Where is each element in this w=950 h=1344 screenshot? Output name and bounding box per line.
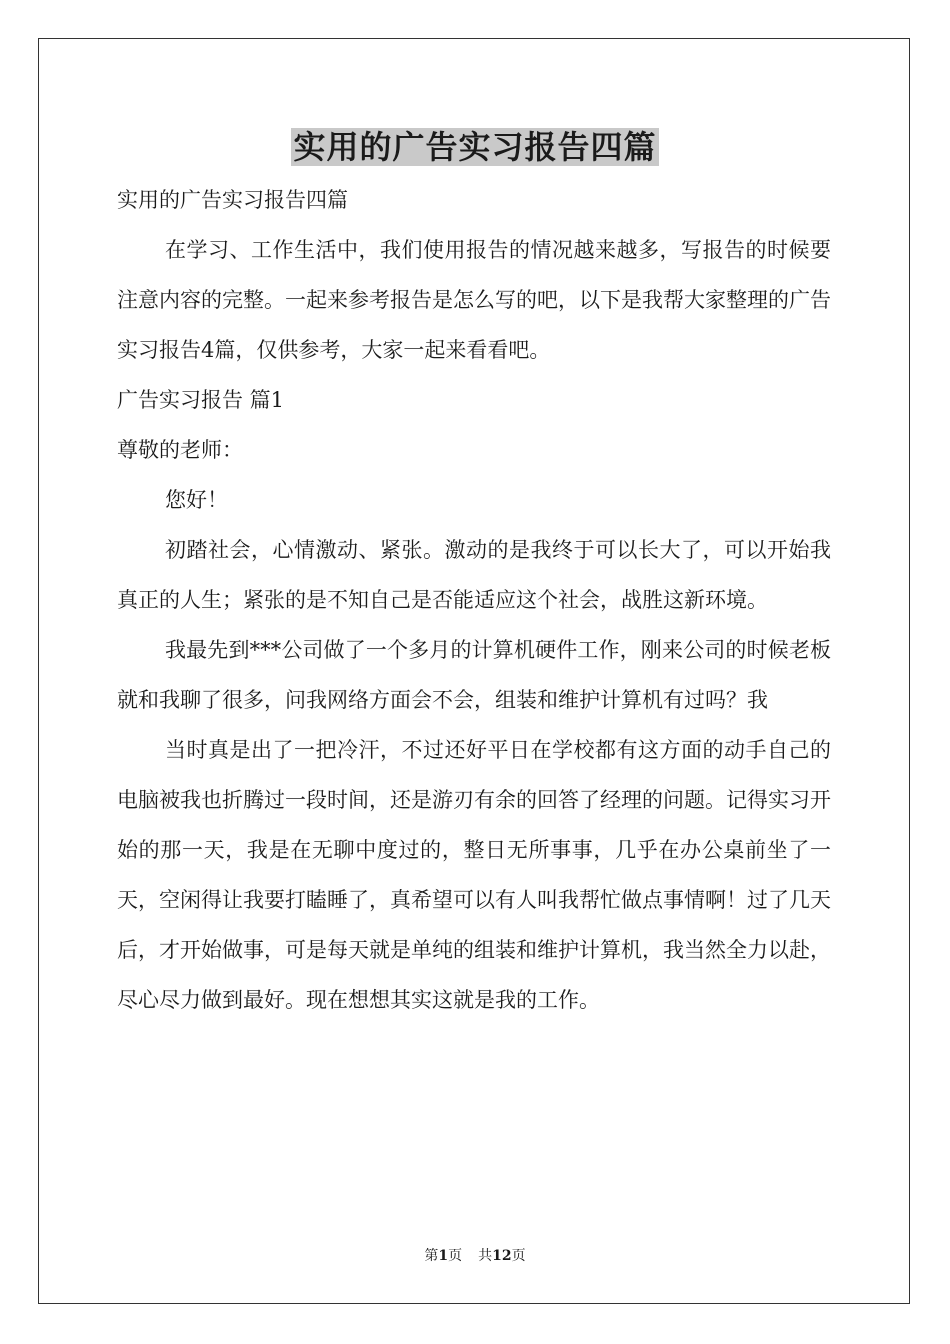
paragraph: 初踏社会，心情激动、紧张。激动的是我终于可以长大了，可以开始我真正的人生；紧张的是不知自己是否能适应这个社会，战胜这新环境。 bbox=[117, 538, 831, 612]
paragraph: 当时真是出了一把冷汗，不过还好平日在学校都有这方面的动手自己的电脑被我也折腾过一段时间，还是游刃有余的回答了经理的问题。记得实习开始的那一天，我是在无聊中度过的，整日无所事事，几乎在办公桌前坐了一天，空闲得让我要打瞌睡了，真希望可以有人叫我帮忙做点事情啊！过了几天后，才开始做事，可是每天就是单纯的组装和维护计算机，我当然全力以赴，尽心尽力做到最好。现在想想其实这就是我的工作。 bbox=[117, 738, 831, 1012]
footer-total-prefix: 共 bbox=[478, 1248, 493, 1264]
footer-page-prefix: 第 bbox=[424, 1248, 439, 1264]
document-body bbox=[117, 175, 831, 1025]
paragraph: 实用的广告实习报告四篇 bbox=[117, 188, 348, 212]
page-footer bbox=[0, 1246, 950, 1266]
footer-page-suffix: 页 bbox=[448, 1248, 463, 1264]
footer-total-pages: 12 bbox=[492, 1248, 512, 1264]
footer-page-number: 1 bbox=[438, 1248, 449, 1264]
greeting: 您好！ bbox=[165, 488, 228, 512]
paragraph: 在学习、工作生活中，我们使用报告的情况越来越多，写报告的时候要注意内容的完整。一起来参考报告是怎么写的吧，以下是我帮大家整理的广告实习报告4篇，仅供参考，大家一起来看看吧。 bbox=[117, 238, 831, 362]
footer-total-suffix: 页 bbox=[511, 1248, 526, 1264]
document-title bbox=[0, 122, 950, 172]
paragraph: 我最先到***公司做了一个多月的计算机硬件工作，刚来公司的时候老板就和我聊了很多，问我网络方面会不会，组装和维护计算机有过吗？我 bbox=[117, 638, 831, 712]
section-heading: 广告实习报告 篇1 bbox=[117, 388, 285, 412]
salutation: 尊敬的老师： bbox=[117, 438, 243, 462]
document-title-text: 实用的广告实习报告四篇 bbox=[293, 128, 657, 166]
